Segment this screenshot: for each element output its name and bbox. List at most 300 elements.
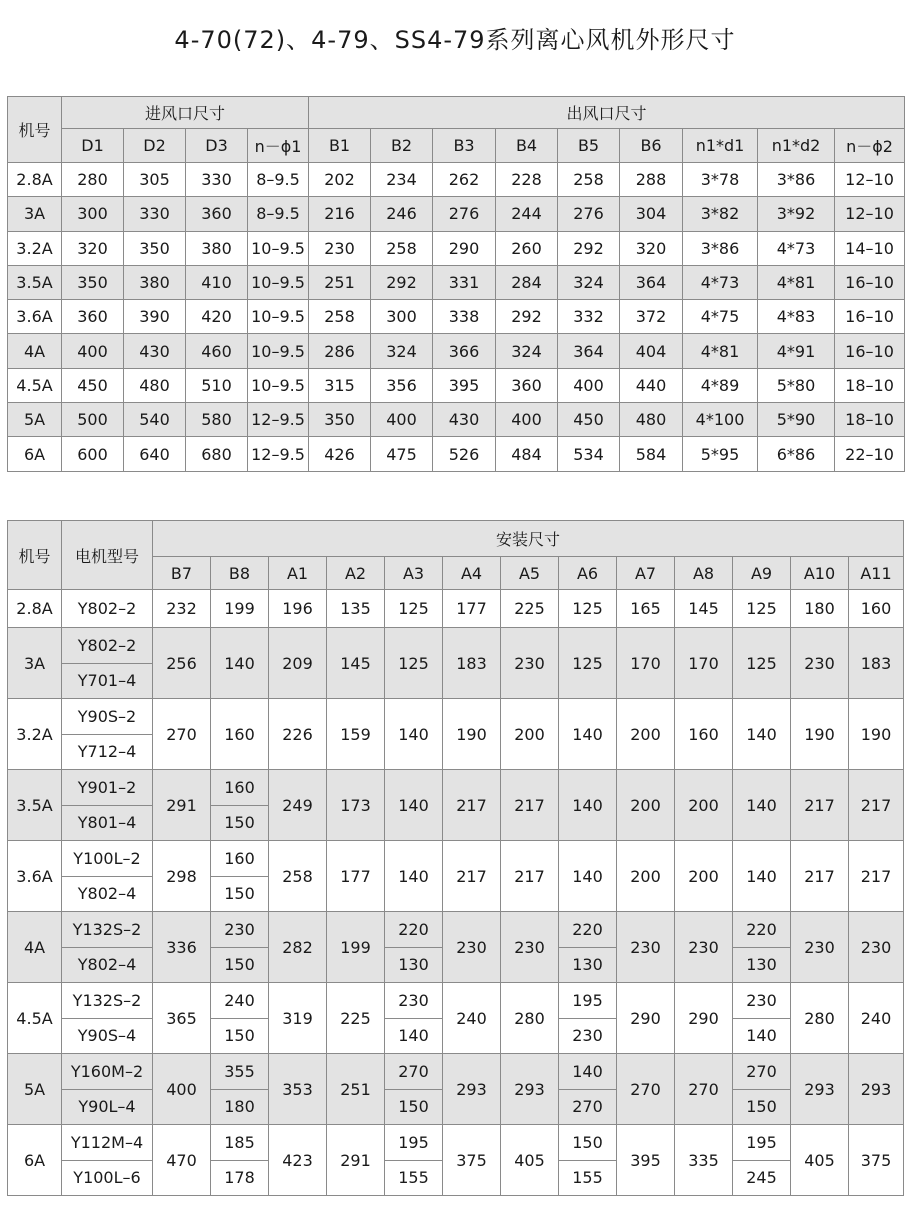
- table-cell: 276: [433, 197, 496, 231]
- table-row: [8, 265, 905, 299]
- table-cell: 220: [385, 912, 443, 948]
- table-cell: 185: [211, 1125, 269, 1161]
- table-cell: 170: [675, 628, 733, 699]
- table-cell: 4*83: [758, 300, 835, 334]
- table-cell: 178: [211, 1160, 269, 1196]
- column-header: n－ϕ1: [248, 129, 309, 163]
- machine-no-cell: 2.8A: [8, 163, 62, 197]
- machine-no-cell: 5A: [8, 1054, 62, 1125]
- table-cell: 430: [124, 334, 186, 368]
- table-cell: 4*91: [758, 334, 835, 368]
- table-row: [8, 231, 905, 265]
- table-cell: 450: [558, 403, 620, 437]
- table-cell: 150: [211, 805, 269, 841]
- table-cell: 180: [791, 590, 849, 628]
- installation-size-table: [7, 520, 904, 1196]
- table-cell: 140: [733, 770, 791, 841]
- table-cell: 140: [211, 628, 269, 699]
- column-header: n1*d2: [758, 129, 835, 163]
- table-cell: 22–10: [835, 437, 905, 471]
- table-cell: 450: [62, 368, 124, 402]
- table-cell: 400: [558, 368, 620, 402]
- column-header: A2: [327, 557, 385, 590]
- column-header: A6: [559, 557, 617, 590]
- table-cell: 338: [433, 300, 496, 334]
- table-cell: 366: [433, 334, 496, 368]
- table-cell: 282: [269, 912, 327, 983]
- table-cell: 140: [385, 770, 443, 841]
- table-cell: 230: [211, 912, 269, 948]
- machine-no-cell: 4A: [8, 912, 62, 983]
- table-cell: 150: [211, 1018, 269, 1054]
- table-cell: 16–10: [835, 265, 905, 299]
- table-cell: 150: [211, 947, 269, 983]
- table-cell: 230: [501, 628, 559, 699]
- column-header: A11: [849, 557, 904, 590]
- table-cell: 475: [371, 437, 433, 471]
- table-cell: 290: [433, 231, 496, 265]
- table-cell: 230: [617, 912, 675, 983]
- motor-model-cell: Y90S–2: [62, 699, 153, 735]
- column-header: A7: [617, 557, 675, 590]
- table-cell: 484: [496, 437, 558, 471]
- table-cell: 200: [501, 699, 559, 770]
- table-cell: 200: [675, 770, 733, 841]
- table-cell: 12–9.5: [248, 403, 309, 437]
- motor-model-cell: Y802–2: [62, 590, 153, 628]
- table-cell: 286: [309, 334, 371, 368]
- column-header: A8: [675, 557, 733, 590]
- table-cell: 230: [791, 912, 849, 983]
- table-cell: 125: [733, 628, 791, 699]
- header-machine-no: 机号: [8, 521, 62, 590]
- table-cell: 460: [186, 334, 248, 368]
- table-cell: 196: [269, 590, 327, 628]
- table-cell: 410: [186, 265, 248, 299]
- table-cell: 293: [501, 1054, 559, 1125]
- table-cell: 280: [791, 983, 849, 1054]
- column-header: D3: [186, 129, 248, 163]
- motor-model-cell: Y712–4: [62, 734, 153, 770]
- table-cell: 150: [559, 1125, 617, 1161]
- table-cell: 350: [124, 231, 186, 265]
- table-cell: 244: [496, 197, 558, 231]
- table-cell: 200: [617, 699, 675, 770]
- table-cell: 217: [849, 841, 904, 912]
- table-cell: 225: [327, 983, 385, 1054]
- table-cell: 324: [371, 334, 433, 368]
- table-cell: 280: [501, 983, 559, 1054]
- table-cell: 140: [733, 841, 791, 912]
- motor-model-cell: Y901–2: [62, 770, 153, 806]
- table-row: [8, 403, 905, 437]
- column-header: D1: [62, 129, 124, 163]
- motor-model-cell: Y90L–4: [62, 1089, 153, 1125]
- table-cell: 140: [733, 699, 791, 770]
- table-cell: 540: [124, 403, 186, 437]
- table-cell: 580: [186, 403, 248, 437]
- motor-model-cell: Y132S–2: [62, 983, 153, 1019]
- table-cell: 380: [186, 231, 248, 265]
- table-cell: 510: [186, 368, 248, 402]
- machine-no-cell: 6A: [8, 1125, 62, 1196]
- table-cell: 249: [269, 770, 327, 841]
- table-cell: 140: [559, 841, 617, 912]
- table-cell: 216: [309, 197, 371, 231]
- table-cell: 284: [496, 265, 558, 299]
- table-cell: 230: [309, 231, 371, 265]
- table-row: [8, 368, 905, 402]
- table-cell: 140: [559, 1054, 617, 1090]
- table-cell: 360: [62, 300, 124, 334]
- table-cell: 680: [186, 437, 248, 471]
- machine-no-cell: 3.6A: [8, 841, 62, 912]
- table-cell: 125: [733, 590, 791, 628]
- table-cell: 145: [675, 590, 733, 628]
- column-header: B3: [433, 129, 496, 163]
- table-cell: 3*92: [758, 197, 835, 231]
- motor-model-cell: Y132S–2: [62, 912, 153, 948]
- column-header: A10: [791, 557, 849, 590]
- column-header: B6: [620, 129, 683, 163]
- table-cell: 228: [496, 163, 558, 197]
- table-cell: 305: [124, 163, 186, 197]
- table-cell: 230: [501, 912, 559, 983]
- table-cell: 230: [385, 983, 443, 1019]
- table-cell: 217: [791, 841, 849, 912]
- table-cell: 160: [211, 841, 269, 877]
- table-cell: 130: [385, 947, 443, 983]
- table-cell: 160: [675, 699, 733, 770]
- motor-model-cell: Y100L–6: [62, 1160, 153, 1196]
- table-cell: 364: [558, 334, 620, 368]
- motor-model-cell: Y160M–2: [62, 1054, 153, 1090]
- table-cell: 10–9.5: [248, 300, 309, 334]
- table-cell: 480: [620, 403, 683, 437]
- table-cell: 360: [496, 368, 558, 402]
- table-cell: 125: [559, 628, 617, 699]
- table-cell: 177: [443, 590, 501, 628]
- table-cell: 140: [559, 770, 617, 841]
- column-header: A1: [269, 557, 327, 590]
- machine-no-cell: 3.2A: [8, 699, 62, 770]
- table-cell: 430: [433, 403, 496, 437]
- column-header: A3: [385, 557, 443, 590]
- table-cell: 160: [211, 699, 269, 770]
- table-cell: 230: [733, 983, 791, 1019]
- table-cell: 230: [791, 628, 849, 699]
- table-cell: 3*82: [683, 197, 758, 231]
- table-cell: 190: [443, 699, 501, 770]
- table-cell: 140: [385, 699, 443, 770]
- table-cell: 293: [791, 1054, 849, 1125]
- table-cell: 226: [269, 699, 327, 770]
- table-cell: 423: [269, 1125, 327, 1196]
- table-cell: 324: [558, 265, 620, 299]
- table-cell: 404: [620, 334, 683, 368]
- table-cell: 173: [327, 770, 385, 841]
- table-cell: 298: [153, 841, 211, 912]
- table-cell: 400: [62, 334, 124, 368]
- table-cell: 150: [733, 1089, 791, 1125]
- table-cell: 356: [371, 368, 433, 402]
- table-cell: 200: [675, 841, 733, 912]
- machine-no-cell: 3.6A: [8, 300, 62, 334]
- table-cell: 195: [385, 1125, 443, 1161]
- column-header: n－ϕ2: [835, 129, 905, 163]
- table-cell: 217: [443, 770, 501, 841]
- table-cell: 230: [675, 912, 733, 983]
- motor-model-cell: Y802–4: [62, 947, 153, 983]
- table-row: [8, 300, 905, 334]
- table-cell: 360: [186, 197, 248, 231]
- machine-no-cell: 4.5A: [8, 368, 62, 402]
- table-cell: 500: [62, 403, 124, 437]
- table-cell: 319: [269, 983, 327, 1054]
- page-title: 4-70(72)、4-79、SS4-79系列离心风机外形尺寸: [174, 26, 736, 54]
- table-cell: 245: [733, 1160, 791, 1196]
- table-cell: 8–9.5: [248, 163, 309, 197]
- table-cell: 293: [443, 1054, 501, 1125]
- column-header: n1*d1: [683, 129, 758, 163]
- table-cell: 170: [617, 628, 675, 699]
- table-cell: 230: [443, 912, 501, 983]
- table-row: [8, 163, 905, 197]
- column-header: A9: [733, 557, 791, 590]
- table-cell: 270: [617, 1054, 675, 1125]
- table-cell: 330: [186, 163, 248, 197]
- table-cell: 290: [675, 983, 733, 1054]
- table-cell: 130: [559, 947, 617, 983]
- table-cell: 292: [496, 300, 558, 334]
- table-cell: 4*100: [683, 403, 758, 437]
- table-cell: 260: [496, 231, 558, 265]
- column-header: B2: [371, 129, 433, 163]
- machine-no-cell: 2.8A: [8, 590, 62, 628]
- table-cell: 270: [153, 699, 211, 770]
- table-cell: 365: [153, 983, 211, 1054]
- table-cell: 4*75: [683, 300, 758, 334]
- table-cell: 350: [309, 403, 371, 437]
- table-cell: 251: [327, 1054, 385, 1125]
- table-cell: 390: [124, 300, 186, 334]
- table-cell: 190: [849, 699, 904, 770]
- table-cell: 291: [153, 770, 211, 841]
- machine-no-cell: 4.5A: [8, 983, 62, 1054]
- table-row: [8, 1054, 904, 1090]
- table-cell: 199: [211, 590, 269, 628]
- motor-model-cell: Y112M–4: [62, 1125, 153, 1161]
- table-cell: 270: [675, 1054, 733, 1125]
- table-cell: 16–10: [835, 334, 905, 368]
- machine-no-cell: 3.5A: [8, 770, 62, 841]
- table-cell: 217: [501, 770, 559, 841]
- table-cell: 3*86: [758, 163, 835, 197]
- table-cell: 364: [620, 265, 683, 299]
- machine-no-cell: 4A: [8, 334, 62, 368]
- table-cell: 183: [849, 628, 904, 699]
- table-cell: 14–10: [835, 231, 905, 265]
- table-row: [8, 437, 905, 471]
- table-row: [8, 1125, 904, 1161]
- table-cell: 315: [309, 368, 371, 402]
- table-cell: 10–9.5: [248, 368, 309, 402]
- table-cell: 251: [309, 265, 371, 299]
- table-cell: 195: [733, 1125, 791, 1161]
- table-cell: 5*80: [758, 368, 835, 402]
- table-cell: 270: [559, 1089, 617, 1125]
- table-cell: 217: [443, 841, 501, 912]
- table-cell: 5*90: [758, 403, 835, 437]
- table-cell: 217: [791, 770, 849, 841]
- table-cell: 324: [496, 334, 558, 368]
- table-cell: 375: [443, 1125, 501, 1196]
- table-row: [8, 841, 904, 877]
- header-motor-model: 电机型号: [62, 521, 153, 590]
- table-cell: 526: [433, 437, 496, 471]
- column-header: B4: [496, 129, 558, 163]
- header-outlet-size: 出风口尺寸: [309, 97, 905, 129]
- table-cell: 150: [385, 1089, 443, 1125]
- table-cell: 405: [791, 1125, 849, 1196]
- table-cell: 230: [559, 1018, 617, 1054]
- table-cell: 470: [153, 1125, 211, 1196]
- table-cell: 290: [617, 983, 675, 1054]
- table-cell: 125: [385, 628, 443, 699]
- table-cell: 177: [327, 841, 385, 912]
- table-cell: 240: [849, 983, 904, 1054]
- table-cell: 135: [327, 590, 385, 628]
- table-cell: 160: [211, 770, 269, 806]
- header-inlet-size: 进风口尺寸: [62, 97, 309, 129]
- table-row: [8, 983, 904, 1019]
- table-cell: 140: [385, 841, 443, 912]
- table-row: [8, 770, 904, 806]
- table-cell: 240: [443, 983, 501, 1054]
- table-cell: 200: [617, 841, 675, 912]
- table-cell: 125: [559, 590, 617, 628]
- motor-model-cell: Y100L–2: [62, 841, 153, 877]
- table-row: [8, 912, 904, 948]
- table-cell: 400: [496, 403, 558, 437]
- table-cell: 276: [558, 197, 620, 231]
- column-header: A5: [501, 557, 559, 590]
- table-cell: 199: [327, 912, 385, 983]
- table-cell: 4*81: [683, 334, 758, 368]
- table-cell: 195: [559, 983, 617, 1019]
- table-cell: 18–10: [835, 368, 905, 402]
- table-cell: 258: [371, 231, 433, 265]
- column-header: D2: [124, 129, 186, 163]
- column-header: A4: [443, 557, 501, 590]
- table-cell: 320: [620, 231, 683, 265]
- table-row: [8, 197, 905, 231]
- table-cell: 150: [211, 876, 269, 912]
- table-cell: 320: [62, 231, 124, 265]
- motor-model-cell: Y90S–4: [62, 1018, 153, 1054]
- table-cell: 125: [385, 590, 443, 628]
- table-cell: 220: [733, 912, 791, 948]
- table-cell: 375: [849, 1125, 904, 1196]
- table-cell: 246: [371, 197, 433, 231]
- table-cell: 130: [733, 947, 791, 983]
- table-cell: 350: [62, 265, 124, 299]
- table-cell: 10–9.5: [248, 334, 309, 368]
- table-cell: 405: [501, 1125, 559, 1196]
- motor-model-cell: Y802–4: [62, 876, 153, 912]
- table-cell: 534: [558, 437, 620, 471]
- table-cell: 202: [309, 163, 371, 197]
- table-cell: 480: [124, 368, 186, 402]
- table-cell: 4*89: [683, 368, 758, 402]
- table-cell: 292: [371, 265, 433, 299]
- table-cell: 4*73: [758, 231, 835, 265]
- table-cell: 140: [385, 1018, 443, 1054]
- table-cell: 291: [327, 1125, 385, 1196]
- table-cell: 190: [791, 699, 849, 770]
- table-cell: 258: [558, 163, 620, 197]
- table-cell: 209: [269, 628, 327, 699]
- table-cell: 440: [620, 368, 683, 402]
- table-cell: 200: [617, 770, 675, 841]
- table-cell: 165: [617, 590, 675, 628]
- table-cell: 155: [385, 1160, 443, 1196]
- table-cell: 230: [849, 912, 904, 983]
- table-cell: 304: [620, 197, 683, 231]
- table-cell: 332: [558, 300, 620, 334]
- table-cell: 335: [675, 1125, 733, 1196]
- table-cell: 183: [443, 628, 501, 699]
- column-header: B1: [309, 129, 371, 163]
- machine-no-cell: 6A: [8, 437, 62, 471]
- table-cell: 159: [327, 699, 385, 770]
- table-row: [8, 699, 904, 735]
- table-cell: 395: [433, 368, 496, 402]
- table-cell: 4*81: [758, 265, 835, 299]
- table-cell: 331: [433, 265, 496, 299]
- table-cell: 160: [849, 590, 904, 628]
- table-row: [8, 334, 905, 368]
- table-cell: 8–9.5: [248, 197, 309, 231]
- inlet-outlet-size-table: [7, 96, 905, 472]
- table-cell: 256: [153, 628, 211, 699]
- table-cell: 140: [733, 1018, 791, 1054]
- table-cell: 5*95: [683, 437, 758, 471]
- table-cell: 355: [211, 1054, 269, 1090]
- table-row: [8, 590, 904, 628]
- table-cell: 640: [124, 437, 186, 471]
- table-cell: 258: [309, 300, 371, 334]
- table-cell: 330: [124, 197, 186, 231]
- table-cell: 10–9.5: [248, 265, 309, 299]
- table-cell: 270: [385, 1054, 443, 1090]
- table-cell: 300: [62, 197, 124, 231]
- table-cell: 16–10: [835, 300, 905, 334]
- motor-model-cell: Y701–4: [62, 663, 153, 699]
- column-header: B5: [558, 129, 620, 163]
- table-cell: 140: [559, 699, 617, 770]
- header-machine-no: 机号: [8, 97, 62, 163]
- table-cell: 584: [620, 437, 683, 471]
- table-cell: 18–10: [835, 403, 905, 437]
- table-cell: 426: [309, 437, 371, 471]
- machine-no-cell: 3A: [8, 628, 62, 699]
- table-cell: 12–9.5: [248, 437, 309, 471]
- column-header: B7: [153, 557, 211, 590]
- table-cell: 10–9.5: [248, 231, 309, 265]
- table-row: [8, 628, 904, 664]
- table-cell: 258: [269, 841, 327, 912]
